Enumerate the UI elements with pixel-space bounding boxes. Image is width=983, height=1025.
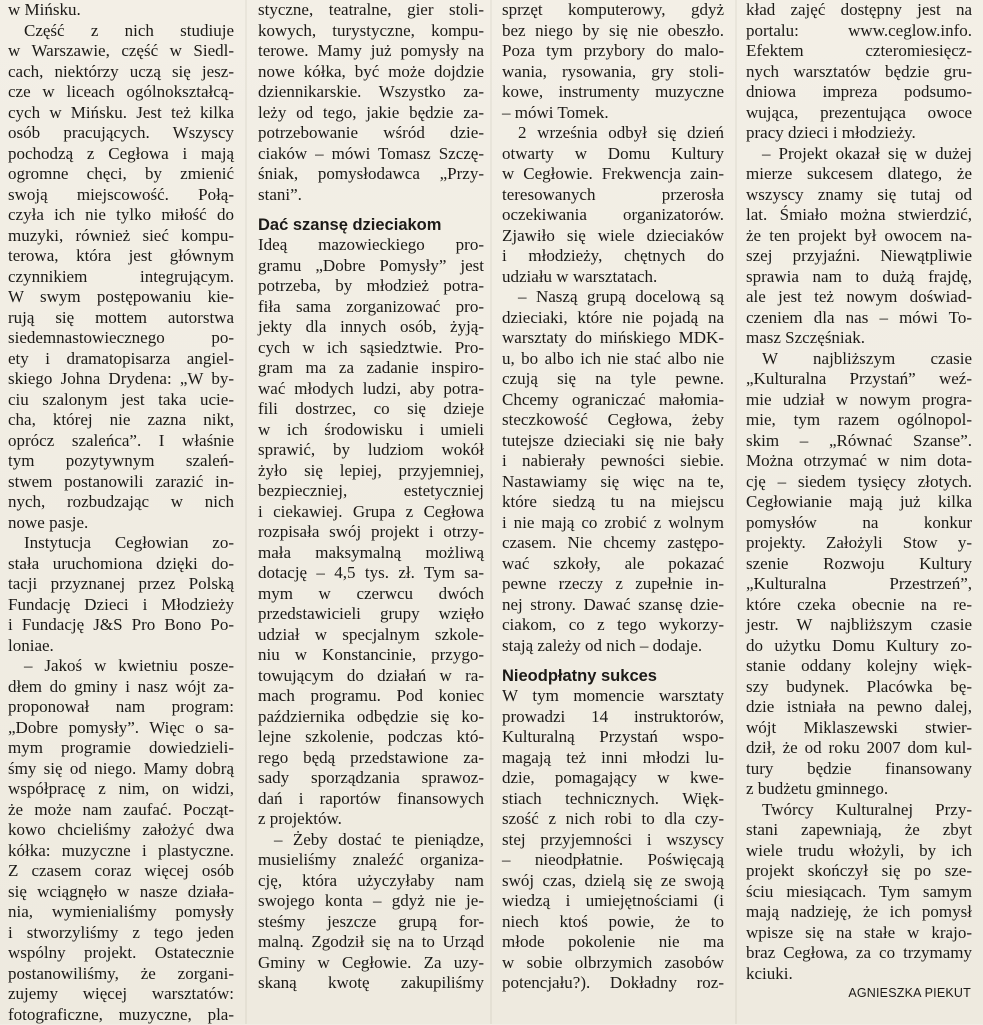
text-line: dzieciaki, które nie pojadą na [502, 308, 724, 329]
text-line: portalu: www.ceglow.info. [746, 21, 972, 42]
text-line: niu w Konstancinie, przygo- [258, 645, 484, 666]
text-line: prowadzi 14 instruktorów, [502, 707, 724, 728]
text-line: cze w liceach ogólnokształcą- [8, 82, 234, 103]
text-line: teresowanych przerosła [502, 185, 724, 206]
text-line: tacji przyznanej przez Polską [8, 574, 234, 595]
section-subheading: Dać szansę dzieciakom [258, 215, 484, 235]
text-line: steczkowość Cegłowa, żeby [502, 410, 724, 431]
text-line: że może nam zaufać. Począt- [8, 800, 234, 821]
text-line: mym programie dowiedzieli- [8, 738, 234, 759]
text-line: leży od tego, jakie będzie za- [258, 103, 484, 124]
text-line: że ten projekt był owocem na- [746, 226, 972, 247]
text-line: pracy dzieci i młodzieży. [746, 123, 972, 144]
text-line: które czeka obecnie na re- [746, 595, 972, 616]
text-line: w Cegłowie. Frekwencja zain- [502, 164, 724, 185]
text-line: dzie istniała na pewno dalej, [746, 697, 972, 718]
text-line: stej przyjemności i wszyscy [502, 830, 724, 851]
text-line: czeniem dla nas – mówi To- [746, 308, 972, 329]
text-line: potencjału?). Dokładny roz- [502, 973, 724, 994]
text-line: cych w ich sąsiedztwie. Pro- [258, 338, 484, 359]
text-line: w ich środowisku i umieli [258, 420, 484, 441]
text-line: siedemnastowiecznego po- [8, 328, 234, 349]
text-line: „Kulturalna Przystań” weź- [746, 369, 972, 390]
text-line: – Jakoś w kwietniu posze- [8, 656, 234, 677]
text-line: potrzebowanie wśród dzie- [258, 123, 484, 144]
text-line: nych warsztatów będzie gru- [746, 62, 972, 83]
article-column-4 [746, 0, 972, 984]
text-line: mym w czerwcu dwóch [258, 584, 484, 605]
text-line: 2 września odbył się dzień [502, 123, 724, 144]
text-line: loniae. [8, 636, 234, 657]
text-line: u, bo albo ich nie stać albo nie [502, 349, 724, 370]
text-line: postanowiliśmy, że zorgani- [8, 964, 234, 985]
text-line: bez niego by się nie obeszło. [502, 21, 724, 42]
text-line: osób pracujących. Wszyscy [8, 123, 234, 144]
text-line: mierze sukcesem dlatego, że [746, 164, 972, 185]
text-line: ogromne chęci, by zmienić [8, 164, 234, 185]
text-line: szość z nich robi to dla czy- [502, 809, 724, 830]
text-line: w Warszawie, część w Siedl- [8, 41, 234, 62]
text-line: pochodzą z Cegłowa i mają [8, 144, 234, 165]
text-line: śmy się od niego. Mamy dobrą [8, 759, 234, 780]
text-line: swojego konta – gdyż nie je- [258, 891, 484, 912]
text-line: fotograficzne, muzyczne, pla- [8, 1005, 234, 1025]
text-line: wiedzą i umiejętnościami (i [502, 891, 724, 912]
text-line: Można otrzymać w nim dota- [746, 451, 972, 472]
text-line: oczekiwania organizatorów. [502, 205, 724, 226]
text-line: styczne, teatralne, gier stoli- [258, 0, 484, 21]
text-line: Poza tym przybory do malo- [502, 41, 724, 62]
text-line: Twórcy Kulturalnej Przy- [746, 800, 972, 821]
text-line: kciuki. [746, 964, 972, 985]
text-line: fiła sama zorganizować pro- [258, 297, 484, 318]
text-line: Efektem czteromiesięcz- [746, 41, 972, 62]
text-line: – Projekt okazał się w dużej [746, 144, 972, 165]
text-line: warsztaty do mińskiego MDK- [502, 328, 724, 349]
text-line: z projektów. [258, 809, 484, 830]
text-line: terowa, która jest głównym [8, 246, 234, 267]
text-line: magają też inni młodzi lu- [502, 748, 724, 769]
text-line: i stworzyliśmy z tego jeden [8, 923, 234, 944]
text-line: ciakom, co z tego wykorzy- [502, 615, 724, 636]
text-line: kółka: muzyczne i plastyczne. [8, 841, 234, 862]
text-line: Zjawiło się wiele dzieciaków [502, 226, 724, 247]
text-line: fili dostrzec, co się dzieje [258, 399, 484, 420]
text-line: cję – siedem tysięcy złotych. [746, 472, 972, 493]
text-line: W tym momencie warsztaty [502, 686, 724, 707]
text-line: udziału w warsztatach. [502, 267, 724, 288]
text-line: i Fundację J&S Pro Bono Po- [8, 615, 234, 636]
text-line: projekt skończył się po sze- [746, 861, 972, 882]
author-byline: AGNIESZKA PIEKUT [848, 986, 971, 1000]
text-line: szy budynek. Placówka bę- [746, 677, 972, 698]
text-line: cach, niektórzy uczą się jesz- [8, 62, 234, 83]
text-line: do użytku Domu Kultury zo- [746, 636, 972, 657]
text-line: żyło się lepiej, przyjemniej, [258, 461, 484, 482]
column-gutter [245, 0, 247, 1024]
text-line: ciu szalonym jest taka ucie- [8, 390, 234, 411]
text-line: sprawia nam to dużą frajdę, [746, 267, 972, 288]
text-line: stała uruchomiona dzięki do- [8, 554, 234, 575]
text-line: mała maksymalną możliwą [258, 543, 484, 564]
text-line: czynnikiem integrującym. [8, 267, 234, 288]
text-line: niech ktoś powie, że to [502, 912, 724, 933]
text-line: jestr. W najbliższym czasie [746, 615, 972, 636]
text-line: W najbliższym czasie [746, 349, 972, 370]
text-line: – Żeby dostać te pieniądze, [258, 830, 484, 851]
text-line: które siedzą tu na miejscu [502, 492, 724, 513]
text-line: dniowa impreza podsumo- [746, 82, 972, 103]
section-subheading: Nieodpłatny sukces [502, 666, 724, 686]
text-line: mie, tym razem ogólnopol- [746, 410, 972, 431]
text-line: Instytucja Cegłowian zo- [8, 533, 234, 554]
text-line: szej przyjaźni. Niewątpliwie [746, 246, 972, 267]
text-line: jekty dla innych osób, żyją- [258, 317, 484, 338]
text-line: ety i dramatopisarza angiel- [8, 349, 234, 370]
text-line: dził, że od roku 2007 dom kul- [746, 738, 972, 759]
text-line: „Kulturalna Przestrzeń”, [746, 574, 972, 595]
text-line: z budżetu gminnego. [746, 779, 972, 800]
text-line: wania, rysowania, gry stoli- [502, 62, 724, 83]
text-line: przedstawicieli grupy wzięło [258, 604, 484, 625]
text-line: Część z nich studiuje [8, 21, 234, 42]
text-line: stani”. [258, 185, 484, 206]
text-line: i młodzieży, chętnych do [502, 246, 724, 267]
text-line: stiach technicznych. Więk- [502, 789, 724, 810]
text-line: rego będą przedstawione za- [258, 748, 484, 769]
text-line: i nie mają co zrobić z wolnym [502, 513, 724, 534]
text-line: projekty. Założyli Stow y- [746, 533, 972, 554]
text-line: bezpieczniej, estetyczniej [258, 481, 484, 502]
text-line: mach programu. Pod koniec [258, 686, 484, 707]
text-line: otwarty w Domu Kultury [502, 144, 724, 165]
text-line: lejne szkolenie, podczas któ- [258, 727, 484, 748]
text-line: Nastawiamy się więc na te, [502, 472, 724, 493]
text-line: stają zależy od nich – dodaje. [502, 636, 724, 657]
text-line: skim – „Równać Szanse”. [746, 431, 972, 452]
article-column-1 [8, 0, 234, 1025]
column-gutter [735, 0, 737, 1024]
text-line: czyła ich nie tylko miłość do [8, 205, 234, 226]
text-line: wać młodych ludzi, aby potra- [258, 379, 484, 400]
text-line: tym pozytywnym szaleń- [8, 451, 234, 472]
text-line: wiele trudu włożyli, by ich [746, 841, 972, 862]
text-line: potrzeba, by młodzież potra- [258, 276, 484, 297]
text-line: Z czasem coraz więcej osób [8, 861, 234, 882]
text-line: – mówi Tomek. [502, 103, 724, 124]
text-line: zujemy więcej warsztatów: [8, 984, 234, 1005]
text-line: tutejsze dzieciaki się nie bały [502, 431, 724, 452]
text-line: kład zajęć dostępny jest na [746, 0, 972, 21]
text-line: oprócz szaleńca”. I właśnie [8, 431, 234, 452]
column-gutter [490, 0, 492, 1024]
text-line: nej strony. Dawać szansę dzie- [502, 595, 724, 616]
text-line: rują się mottem autorstwa [8, 308, 234, 329]
text-line: towującym do działań w ra- [258, 666, 484, 687]
text-line: cha, której nie zazna nikt, [8, 410, 234, 431]
text-line: Gminy w Cegłowie. Za uzy- [258, 953, 484, 974]
text-line: mie udział w nowym progra- [746, 390, 972, 411]
text-line: stanie oddany kolejny więk- [746, 656, 972, 677]
text-line: w sobie olbrzymich zasobów [502, 953, 724, 974]
text-line: cję, która użyczyłaby nam [258, 871, 484, 892]
text-line: w Mińsku. [8, 0, 234, 21]
text-line: musieliśmy znaleźć organiza- [258, 850, 484, 871]
text-line: kowych, turystyczne, kompu- [258, 21, 484, 42]
text-line: wójt Miklaszewski stwier- [746, 718, 972, 739]
text-line: muzyki, również sieć kompu- [8, 226, 234, 247]
text-line: cych w Mińsku. Jest też kilka [8, 103, 234, 124]
text-line: pewne rzeczy z zupełnie in- [502, 574, 724, 595]
text-line: nowe pasje. [8, 513, 234, 534]
text-line: wspólny projekt. Ostatecznie [8, 943, 234, 964]
text-line: dzie, pomagający w kwe- [502, 768, 724, 789]
text-line: Kulturalną Przystań wspo- [502, 727, 724, 748]
text-line: czasem. Nie chcemy zastępo- [502, 533, 724, 554]
text-line: gramu „Dobre Pomysły” jest [258, 256, 484, 277]
text-line: Chcemy ograniczać małomia- [502, 390, 724, 411]
text-line: i nabierały pewności siebie. [502, 451, 724, 472]
text-line: skiego Johna Drydena: „W by- [8, 369, 234, 390]
text-line: dziennikarskie. Wszystko za- [258, 82, 484, 103]
text-line: masz Szczęśniak. [746, 328, 972, 349]
text-line: Fundację Dzieci i Młodzieży [8, 595, 234, 616]
text-line: skaną kwotę zakupiliśmy [258, 973, 484, 994]
text-line: „Dobre pomysły”. Więc o sa- [8, 718, 234, 739]
text-line: dotację – 4,5 tys. zł. Tym sa- [258, 563, 484, 584]
text-line: swoją miejscowość. Połą- [8, 185, 234, 206]
text-line: współpracę z nim, on widzi, [8, 779, 234, 800]
text-line: nia, wymienialiśmy pomysły [8, 902, 234, 923]
text-line: braz Cegłowa, za co trzymamy [746, 943, 972, 964]
text-line: – Naszą grupą docelową są [502, 287, 724, 308]
text-line: swój czas, dzielą się ze swoją [502, 871, 724, 892]
text-line: terowe. Mamy już pomysły na [258, 41, 484, 62]
text-line: tury będzie finansowany [746, 759, 972, 780]
text-line: dań i raportów finansowych [258, 789, 484, 810]
text-line: i ciekawiej. Grupa z Cegłowa [258, 502, 484, 523]
text-line: sady sporządzania sprawoz- [258, 768, 484, 789]
text-line: udział w specjalnym szkole- [258, 625, 484, 646]
text-line: gram ma za zadanie inspiro- [258, 358, 484, 379]
text-line: śniak, pomysłodawca „Przy- [258, 164, 484, 185]
text-line: wszyscy znamy się tutaj od [746, 185, 972, 206]
article-column-2 [258, 0, 484, 994]
text-line: ciaków – mówi Tomasz Szczę- [258, 144, 484, 165]
text-line: szenie Rozwoju Kultury [746, 554, 972, 575]
text-line: stwem postanowili zarazić in- [8, 472, 234, 493]
text-line: sprawić, by ludziom wokół [258, 440, 484, 461]
text-line: Ideą mazowieckiego pro- [258, 235, 484, 256]
text-line: młode pokolenie nie ma [502, 932, 724, 953]
text-line: czują się na tyle pewne. [502, 369, 724, 390]
text-line: pomysłów na konkur [746, 513, 972, 534]
text-line: kowe, instrumenty muzyczne [502, 82, 724, 103]
text-line: dłem do gminy i nasz wójt za- [8, 677, 234, 698]
text-line: steśmy jeszcze grupą for- [258, 912, 484, 933]
text-line: października odbędzie się ko- [258, 707, 484, 728]
text-line: mają nadzieję, że ich pomysł [746, 902, 972, 923]
text-line: W swym postępowaniu kie- [8, 287, 234, 308]
text-line: wać szkoły, ale pokazać [502, 554, 724, 575]
article-column-3 [502, 0, 724, 994]
text-line: nych, rozbudzając w nich [8, 492, 234, 513]
text-line: proponował nam program: [8, 697, 234, 718]
text-line: wująca, prezentująca owoce [746, 103, 972, 124]
text-line: kowo chcieliśmy założyć dwa [8, 820, 234, 841]
text-line: malną. Zgodził się na to Urząd [258, 932, 484, 953]
text-line: się wciągnęło w nasze działa- [8, 882, 234, 903]
text-line: nowe kółka, być może dojdzie [258, 62, 484, 83]
text-line: stani zapewniają, że zbyt [746, 820, 972, 841]
text-line: wpisze się na stałe w krajo- [746, 923, 972, 944]
text-line: ale jest też nowym doświad- [746, 287, 972, 308]
text-line: sprzęt komputerowy, gdyż [502, 0, 724, 21]
text-line: ściu miesiącach. Tym samym [746, 882, 972, 903]
text-line: Cegłowianie mają już kilka [746, 492, 972, 513]
text-line: rozpisała swój projekt i otrzy- [258, 522, 484, 543]
text-line: – nieodpłatnie. Poświęcają [502, 850, 724, 871]
text-line: lat. Śmiało można stwierdzić, [746, 205, 972, 226]
